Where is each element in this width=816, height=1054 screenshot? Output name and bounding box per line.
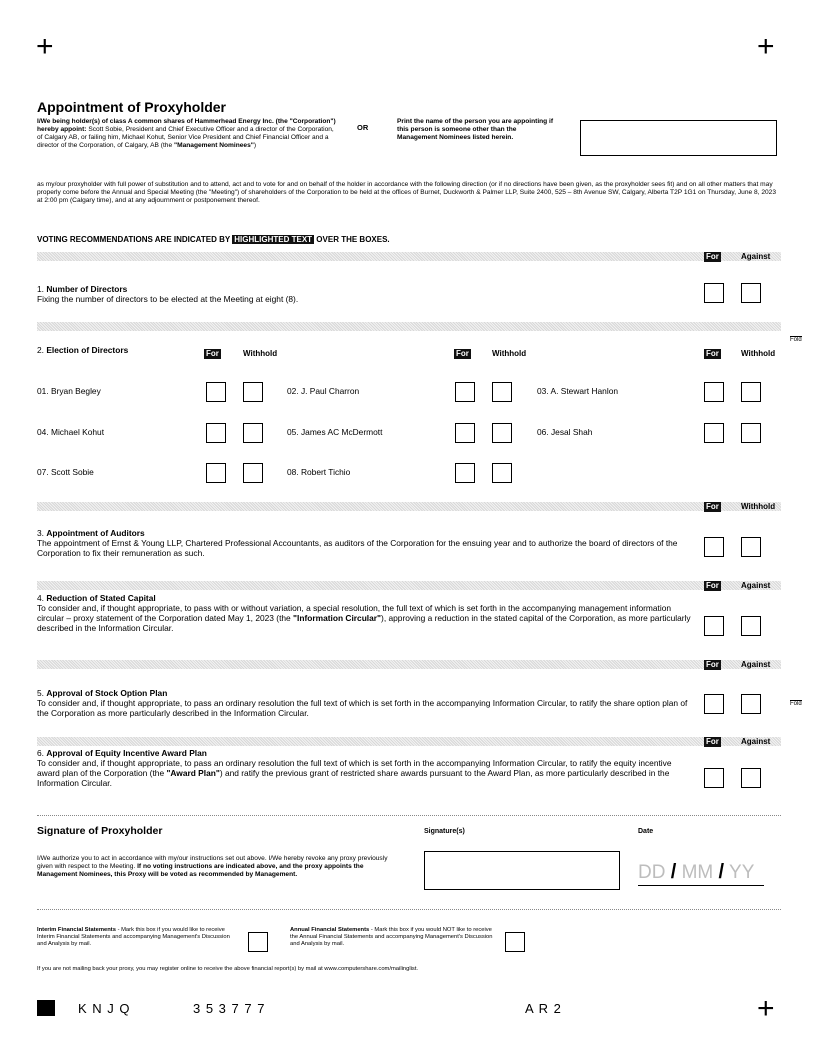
registration-mark-top-left: + xyxy=(36,30,54,63)
intro-left-bold: "Management Nominees" xyxy=(173,142,254,149)
auth-bold: If no voting instructions are indicated above, and the proxy appoints the Management Nominees, this Proxy will be voted as recommended by Management. xyxy=(37,863,364,878)
director-name: 03. A. Stewart Hanlon xyxy=(537,386,619,396)
item-3-number: 3. xyxy=(37,528,44,538)
against-header-6: Against xyxy=(741,737,771,746)
for-header-col3: For xyxy=(706,349,719,358)
item-4-text-a: To consider and, if thought appropriate, to pass with or without variation, a special resolution, the full text of which is set forth in the accompanying management information circular – proxy statement of the Corporation dated May 1, 2023 (the xyxy=(37,603,672,623)
item-3-withhold-checkbox[interactable] xyxy=(741,537,761,557)
item-5-title: Approval of Stock Option Plan xyxy=(46,688,168,698)
page-title: Appointment of Proxyholder xyxy=(37,99,226,115)
interim-statements-checkbox[interactable] xyxy=(248,932,268,952)
voting-rec-suffix: OVER THE BOXES. xyxy=(316,235,390,244)
item-1-title: Number of Directors xyxy=(46,284,128,294)
item-4-text-b: ), approving a reduction in the stated capital of the Corporation, as more particularly described in the Information Circular. xyxy=(37,613,691,633)
director-06-for-checkbox[interactable] xyxy=(704,423,724,443)
item-1 xyxy=(37,284,692,304)
item-1-number: 1. xyxy=(37,284,44,294)
divider-2 xyxy=(37,909,781,910)
section-band-3 xyxy=(37,502,781,511)
item-2-number: 2. xyxy=(37,345,44,355)
proxy-paragraph: as my/our proxyholder with full power of substitution and to attend, act and to vote for and on behalf of the holder in accordance with the following direction (or if no directions have been given, as the proxyholder sees fit) and on all other matters that may properly come before the Annual and Special Meeting (the "Meeting") of shareholders of the Corporation to be held at the offices of Burnet, Duckworth & Palmer LLP, Suite 2400, 525 – 8th Avenue SW, Calgary, Alberta T2P 1G1 on Thursday, June 8, 2023 at 2:00 pm (Calgary time), and at any adjournment or postponement thereof. xyxy=(37,181,776,204)
intro-left xyxy=(37,118,337,150)
footer-code-2: 3 5 3 7 7 7 xyxy=(193,1001,266,1016)
item-3-text: The appointment of Ernst & Young LLP, Chartered Professional Accountants, as auditors of the Corporation for the ensuing year and to authorize the board of directors of the Corporation to fix their remuneration as such. xyxy=(37,538,678,558)
director-05-withhold-checkbox[interactable] xyxy=(492,423,512,443)
for-header-5: For xyxy=(706,660,719,669)
withhold-header-col1: Withhold xyxy=(243,349,278,358)
section-band-5 xyxy=(37,660,781,669)
footer-code-3: A R 2 xyxy=(525,1001,562,1016)
director-04-for-checkbox[interactable] xyxy=(206,423,226,443)
director-06-withhold-checkbox[interactable] xyxy=(741,423,761,443)
voting-recommendations-note xyxy=(37,234,390,245)
item-2-title: Election of Directors xyxy=(46,345,129,355)
withhold-header-col3: Withhold xyxy=(741,349,776,358)
date-label: Date xyxy=(638,828,654,835)
for-header-1: For xyxy=(706,252,719,261)
item-4-against-checkbox[interactable] xyxy=(741,616,761,636)
item-6-title: Approval of Equity Incentive Award Plan xyxy=(46,748,207,758)
barcode-block xyxy=(37,1000,55,1016)
divider-1 xyxy=(37,815,781,816)
item-4-text-bold: "Information Circular" xyxy=(293,613,382,623)
director-name: 08. Robert Tichio xyxy=(287,467,351,477)
item-5-number: 5. xyxy=(37,688,44,698)
director-name: 02. J. Paul Charron xyxy=(287,386,360,396)
registration-mark-top-right: + xyxy=(757,30,775,63)
item-1-against-checkbox[interactable] xyxy=(741,283,761,303)
director-name: 07. Scott Sobie xyxy=(37,467,94,477)
fold-mark-1: Fold xyxy=(790,337,802,343)
item-3-for-checkbox[interactable] xyxy=(704,537,724,557)
item-5-text: To consider and, if thought appropriate, to pass an ordinary resolution the full text of which is set forth in the accompanying Information Circular, to ratify the share option plan of the Corporation as more particularly described in the Information Circular. xyxy=(37,698,688,718)
annual-statements-checkbox[interactable] xyxy=(505,932,525,952)
director-02-withhold-checkbox[interactable] xyxy=(492,382,512,402)
annual-statements-text xyxy=(290,927,495,948)
fold-mark-2: Fold xyxy=(790,701,802,707)
date-separator-2: / xyxy=(718,861,725,883)
director-04-withhold-checkbox[interactable] xyxy=(243,423,263,443)
proxyholder-name-input[interactable] xyxy=(580,120,777,156)
item-4-number: 4. xyxy=(37,593,44,603)
annual-title: Annual Financial Statements xyxy=(290,927,370,933)
item-6-text-bold: "Award Plan" xyxy=(166,768,220,778)
director-name: 06. Jesal Shah xyxy=(537,427,593,437)
item-6 xyxy=(37,748,692,788)
item-3-title: Appointment of Auditors xyxy=(46,528,145,538)
director-08-withhold-checkbox[interactable] xyxy=(492,463,512,483)
director-01-for-checkbox[interactable] xyxy=(206,382,226,402)
director-05-for-checkbox[interactable] xyxy=(455,423,475,443)
auth-text: I/We authorize you to act in accordance with my/our instructions set out above. I/We hereby revoke any proxy previously given with respect to the Meeting. xyxy=(37,855,388,870)
item-3 xyxy=(37,528,692,558)
against-header-4: Against xyxy=(741,581,771,590)
item-5-against-checkbox[interactable] xyxy=(741,694,761,714)
against-header-1: Against xyxy=(741,252,771,261)
director-03-withhold-checkbox[interactable] xyxy=(741,382,761,402)
item-4-for-checkbox[interactable] xyxy=(704,616,724,636)
item-4-title: Reduction of Stated Capital xyxy=(46,593,156,603)
withhold-header-3: Withhold xyxy=(741,502,776,511)
director-07-for-checkbox[interactable] xyxy=(206,463,226,483)
item-1-text: Fixing the number of directors to be elected at the Meeting at eight (8). xyxy=(37,294,299,304)
for-header-col1: For xyxy=(206,349,219,358)
for-header-4: For xyxy=(706,581,719,590)
interim-statements-text xyxy=(37,927,241,948)
director-name: 04. Michael Kohut xyxy=(37,427,105,437)
section-band-1 xyxy=(37,252,781,261)
for-header-3: For xyxy=(706,502,719,511)
item-6-number: 6. xyxy=(37,748,44,758)
signature-input[interactable] xyxy=(424,851,620,890)
voting-rec-prefix: VOTING RECOMMENDATIONS ARE INDICATED BY xyxy=(37,235,231,244)
annual-text: - Mark this box if you would NOT like to receive the Annual Financial Statements and accompanying Management's Discussion and Analysis by mail. xyxy=(290,927,493,947)
date-mm: MM xyxy=(681,862,714,883)
item-5-for-checkbox[interactable] xyxy=(704,694,724,714)
section-band-4 xyxy=(37,581,781,590)
date-dd: DD xyxy=(638,862,666,883)
item-4 xyxy=(37,593,692,633)
item-6-text-a: To consider and, if thought appropriate, to pass an ordinary resolution the full text of which is set forth in the accompanying Information Circular, to ratify the equity incentive award plan of the Corporation (the xyxy=(37,758,672,778)
voting-rec-highlight: HIGHLIGHTED TEXT xyxy=(234,235,313,244)
item-6-against-checkbox[interactable] xyxy=(741,768,761,788)
against-header-5: Against xyxy=(741,660,771,669)
interim-title: Interim Financial Statements xyxy=(37,927,116,933)
for-header-6: For xyxy=(706,737,719,746)
director-07-withhold-checkbox[interactable] xyxy=(243,463,263,483)
director-08-for-checkbox[interactable] xyxy=(455,463,475,483)
director-02-for-checkbox[interactable] xyxy=(455,382,475,402)
item-6-text-b: ) and ratify the previous grant of restricted share awards pursuant to the Award Plan, as more particularly described in the Information Circular. xyxy=(37,768,670,788)
section-band-6 xyxy=(37,737,781,746)
intro-right: Print the name of the person you are appointing if this person is someone other than the Management Nominees listed herein. xyxy=(397,118,554,141)
item-2 xyxy=(37,345,692,355)
director-name: 01. Bryan Begley xyxy=(37,386,101,396)
section-band-2 xyxy=(37,322,781,331)
item-6-for-checkbox[interactable] xyxy=(704,768,724,788)
signature-authorization xyxy=(37,855,402,879)
intro-left-close: ) xyxy=(253,142,257,149)
item-5 xyxy=(37,688,692,718)
for-header-col2: For xyxy=(456,349,469,358)
footer-code-1: K N J Q xyxy=(78,1001,131,1016)
registration-mark-bottom-right: + xyxy=(757,992,775,1025)
intro-left-prefix: I/We being holder(s) of class A common shares of Hammerhead Energy Inc. (the "Corporation") hereby appoint: xyxy=(37,118,336,133)
date-input[interactable] xyxy=(638,860,764,886)
intro-left-body: Scott Sobie, President and Chief Executive Officer and a director of the Corporation, of Calgary AB, or failing him, Michael Kohut, Senior Vice President and Chief Financial Officer and a director of the Corporation, of Calgary, AB (the xyxy=(37,126,334,149)
date-yy: YY xyxy=(729,862,755,883)
director-03-for-checkbox[interactable] xyxy=(704,382,724,402)
director-name: 05. James AC McDermott xyxy=(287,427,383,437)
director-01-withhold-checkbox[interactable] xyxy=(243,382,263,402)
signature-label: Signature(s) xyxy=(424,828,465,835)
interim-text: - Mark this box if you would like to receive Interim Financial Statements and accompanying Management's Discussion and Analysis by mail. xyxy=(37,927,230,947)
date-separator-1: / xyxy=(670,861,677,883)
signature-title: Signature of Proxyholder xyxy=(37,825,163,837)
withhold-header-col2: Withhold xyxy=(492,349,527,358)
or-label: OR xyxy=(357,123,369,132)
item-1-for-checkbox[interactable] xyxy=(704,283,724,303)
online-note: If you are not mailing back your proxy, you may register online to receive the above financial report(s) by mail at www.computershare.com/mailinglist. xyxy=(37,966,419,972)
